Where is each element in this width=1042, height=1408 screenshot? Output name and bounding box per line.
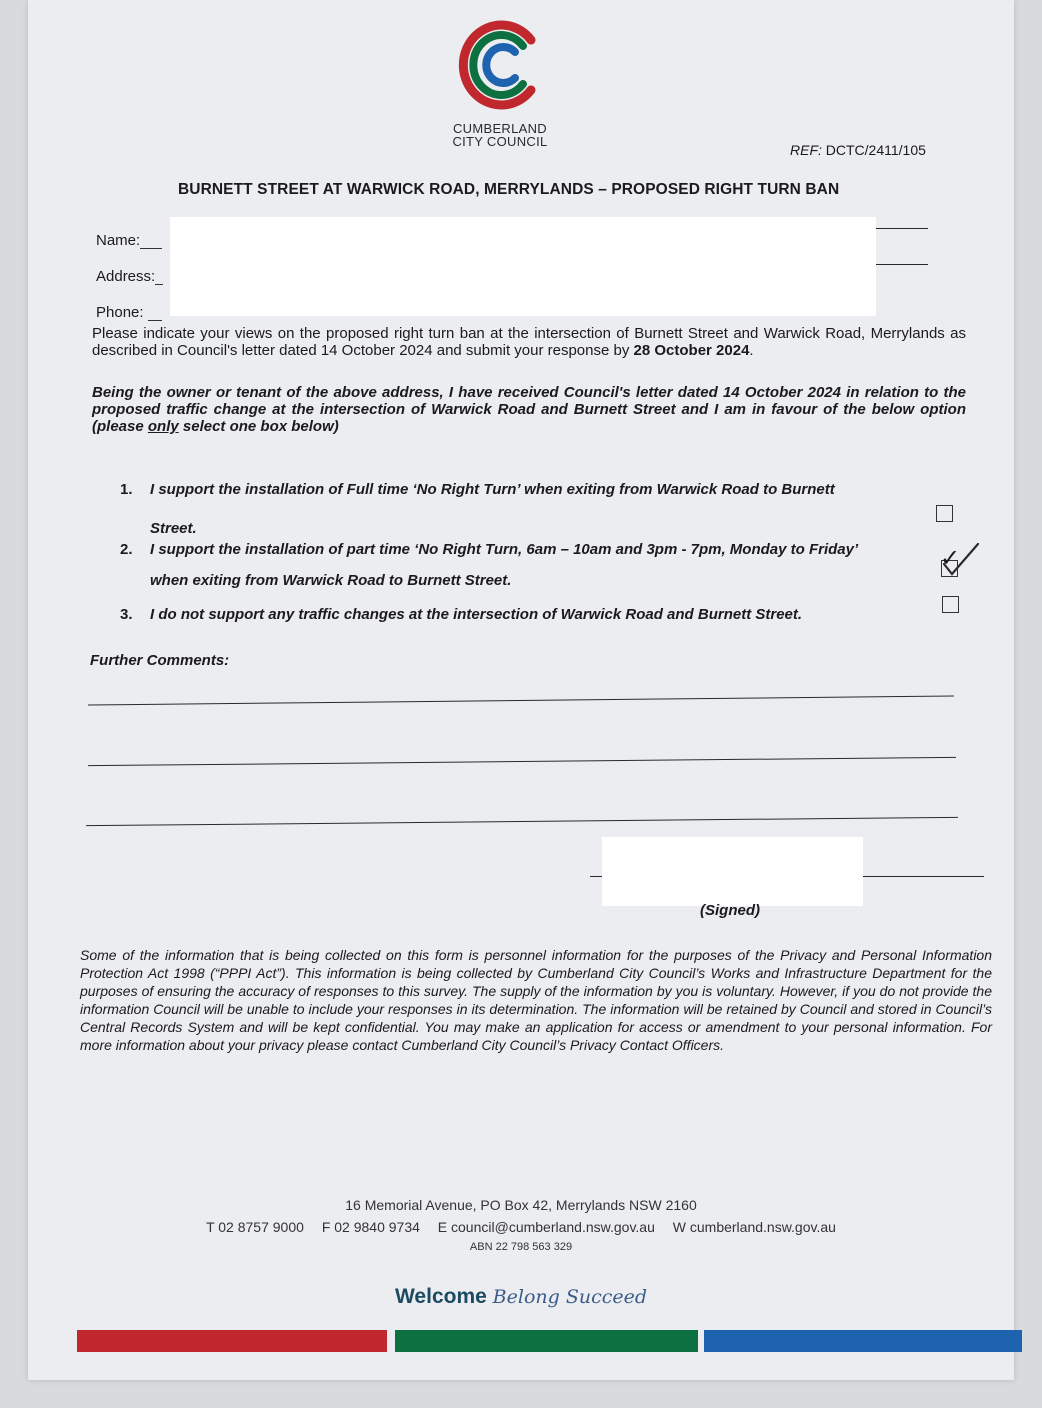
option-3-checkbox[interactable] (942, 596, 959, 613)
reference-number (790, 142, 926, 158)
reference-label: REF: (790, 142, 822, 158)
owner-statement (92, 384, 966, 435)
option-3-number: 3. (120, 606, 133, 623)
footer-email[interactable]: E council@cumberland.nsw.gov.au (437, 1219, 655, 1235)
name-line (140, 248, 162, 249)
option-1-number: 1. (120, 481, 133, 498)
option-3-text: I do not support any traffic changes at the intersection of Warwick Road and Burnett Street. (150, 606, 803, 623)
council-name-line2: CITY COUNCIL (452, 134, 548, 149)
redacted-signature (602, 837, 863, 906)
option-2-text: I support the installation of part time ‘No Right Turn, 6am – 10am and 3pm - 7pm, Monday to Friday’ (150, 541, 859, 558)
statement-text: Being the owner or tenant of the above address, I have received Council's letter dated 14 October 2024 in relation to the proposed traffic change at the intersection of Warwick Road and Burnett Street and I am in favour of the below option (please (92, 384, 966, 435)
signed-label: (Signed) (700, 902, 760, 919)
address-line-end (874, 264, 928, 265)
name-line-end (876, 228, 928, 229)
footer-address: 16 Memorial Avenue, PO Box 42, Merrylands NSW 2160 (345, 1197, 697, 1213)
name-field[interactable] (96, 232, 162, 249)
council-logo-icon (453, 18, 541, 112)
footer-web[interactable]: W cumberland.nsw.gov.au (672, 1219, 836, 1235)
intro-paragraph (92, 325, 966, 359)
option-1-text-line2: Street. (150, 520, 197, 537)
redacted-personal-details (170, 217, 876, 316)
intro-deadline: 28 October 2024 (633, 342, 750, 359)
privacy-notice: Some of the information that is being collected on this form is personnel information for the purposes of the Privacy and Personal Information Protection Act 1998 (“PPPI Act”). This information is being collected by Cumberland City Council’s Works and Infrastructure Department for the purposes of ensuring the accuracy of responses to this survey. The supply of the information by you is voluntary. However, if you do not provide the information Council will be unable to include your responses in its determination. The information will be retained by Council and stored in Council’s Central Records System and will be kept confidential. You may make an application for access or amendment to your personal information. For more information about your privacy please contact Cumberland City Council’s Privacy Contact Officers. (80, 947, 992, 1053)
comment-line-1[interactable] (88, 695, 954, 705)
slogan-welcome: Welcome (394, 1285, 487, 1308)
phone-label: Phone: (96, 304, 144, 321)
name-label: Name: (96, 232, 141, 249)
address-field[interactable] (96, 268, 163, 285)
footer-abn: ABN 22 798 563 329 (469, 1241, 573, 1253)
footer-contact (28, 1219, 1014, 1235)
footer-bar-red (77, 1330, 387, 1352)
comment-line-2[interactable] (88, 757, 956, 766)
council-name-line1: CUMBERLAND (452, 121, 547, 136)
option-2-number: 2. (120, 541, 133, 558)
footer-bar-green (395, 1330, 698, 1352)
address-label: Address: (96, 268, 156, 285)
reference-value: DCTC/2411/105 (825, 142, 926, 158)
footer-fax: F 02 9840 9734 (321, 1219, 420, 1235)
statement-underlined: only (147, 418, 179, 435)
address-line (155, 284, 163, 285)
comment-line-3[interactable] (86, 817, 958, 826)
slogan-rest: Belong Succeed (492, 1286, 648, 1308)
form-sheet (28, 0, 1014, 1380)
phone-line (148, 320, 162, 321)
intro-end: . (749, 342, 754, 359)
check-mark-icon: ✓ (940, 545, 961, 572)
footer-phone: T 02 8757 9000 (206, 1219, 304, 1235)
intro-text: Please indicate your views on the proposed right turn ban at the intersection of Burnett Street and Warwick Road, Merrylands as described in Council's letter dated 14 October 2024 and submit your response by (92, 325, 966, 359)
council-slogan (28, 1285, 1014, 1309)
statement-end: select one box below) (178, 418, 339, 435)
handwritten-tick-icon (940, 540, 982, 580)
footer-bar-blue (704, 1330, 1022, 1352)
page-title: BURNETT STREET AT WARWICK ROAD, MERRYLANDS – PROPOSED RIGHT TURN BAN (178, 181, 840, 198)
option-1-text: I support the installation of Full time ‘No Right Turn’ when exiting from Warwick Road to Burnett (150, 481, 835, 498)
comments-label: Further Comments: (90, 652, 230, 669)
option-1-checkbox[interactable] (936, 505, 953, 522)
option-2-text-line2: when exiting from Warwick Road to Burnett Street. (150, 572, 512, 589)
council-name (440, 122, 560, 148)
phone-field[interactable] (96, 304, 162, 321)
